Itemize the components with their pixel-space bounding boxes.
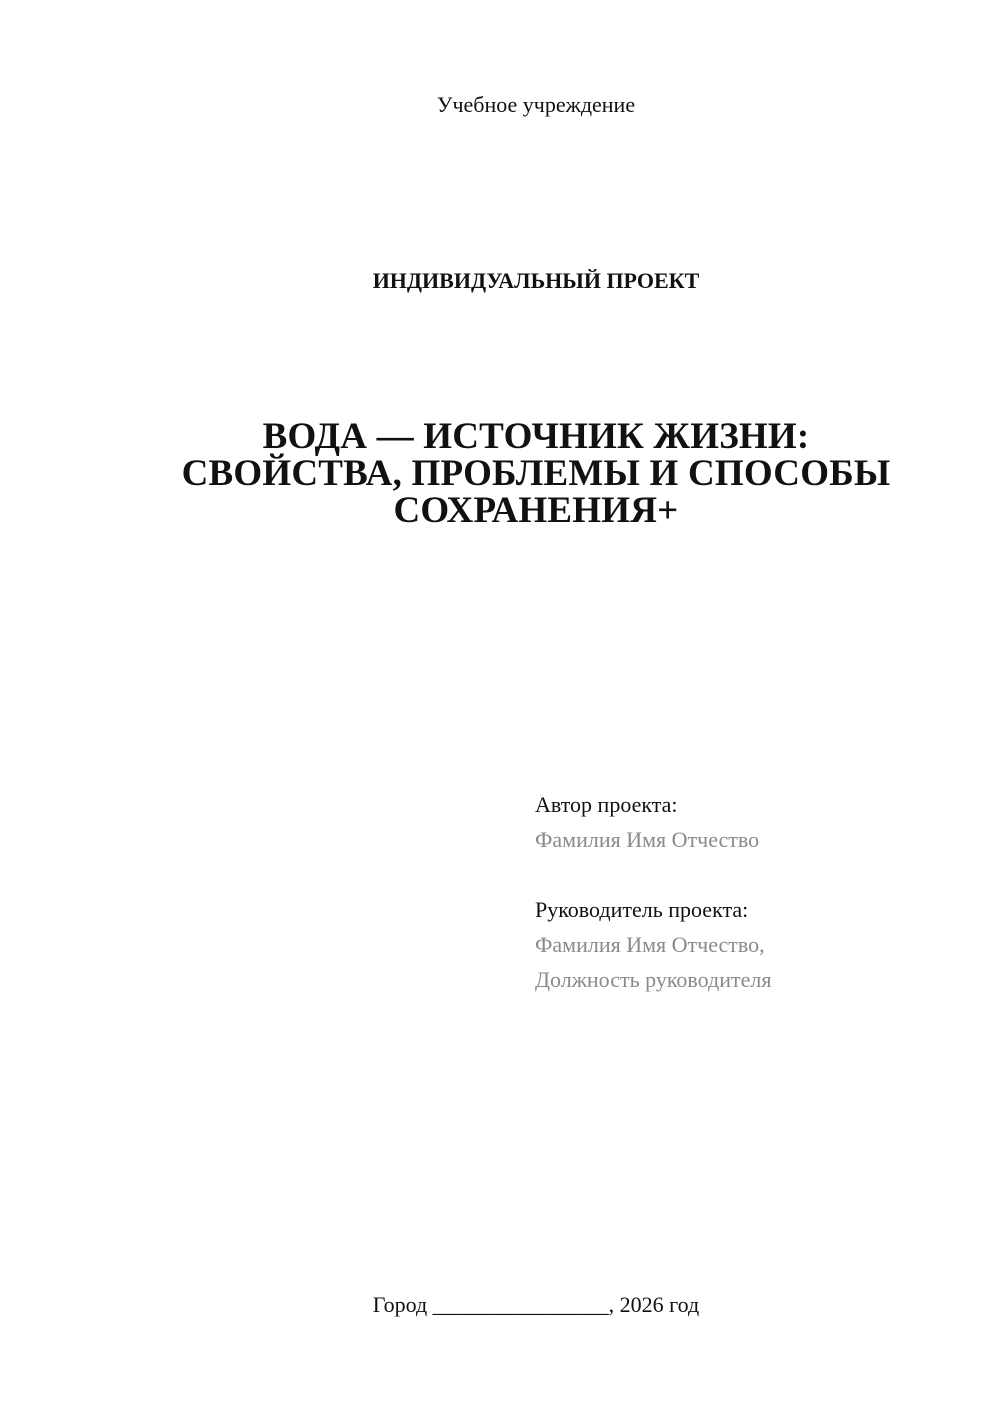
project-title-line-3: СОХРАНЕНИЯ+ <box>393 490 679 531</box>
city-year-footer: Город ________________, 2026 год <box>372 1292 700 1317</box>
supervisor-name-placeholder: Фамилия Имя Отчество, <box>535 932 765 957</box>
project-type-heading: ИНДИВИДУАЛЬНЫЙ ПРОЕКТ <box>372 268 700 293</box>
project-title-line-2: СВОЙСТВА, ПРОБЛЕМЫ И СПОСОБЫ <box>181 453 891 494</box>
meta-spacer <box>535 857 955 892</box>
project-title <box>140 418 932 529</box>
supervisor-position-placeholder: Должность руководителя <box>535 967 772 992</box>
project-title-line-1: ВОДА — ИСТОЧНИК ЖИЗНИ: <box>262 416 810 457</box>
institution-name: Учебное учреждение <box>436 92 636 117</box>
author-name-placeholder: Фамилия Имя Отчество <box>535 827 760 852</box>
author-label: Автор проекта: <box>535 792 678 817</box>
supervisor-label: Руководитель проекта: <box>535 897 749 922</box>
project-meta-block <box>535 787 955 997</box>
